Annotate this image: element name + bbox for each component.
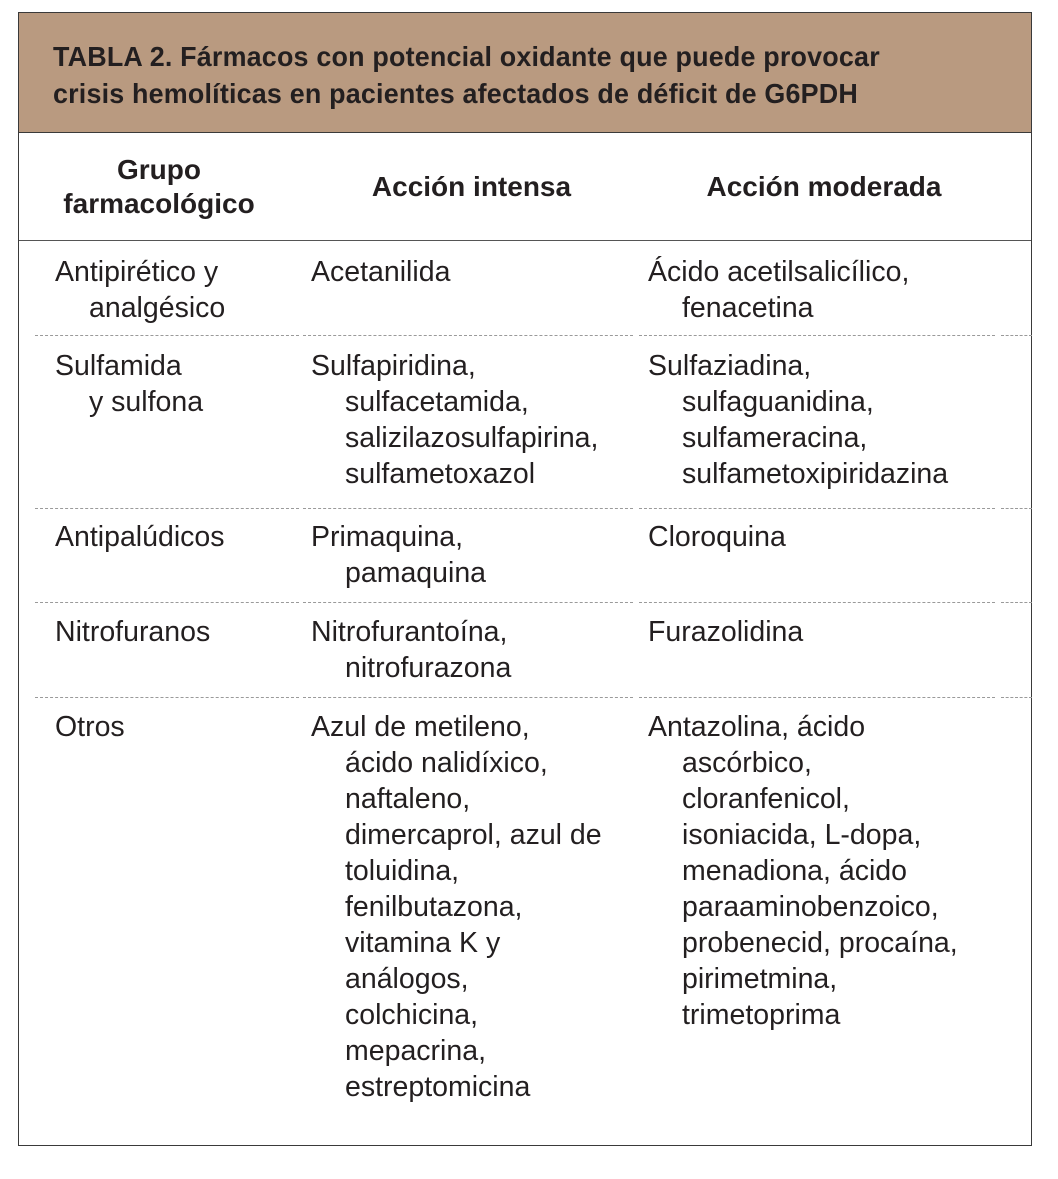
row-4-group: Nitrofuranos: [55, 616, 211, 648]
row-divider: [35, 697, 299, 698]
row-divider: [1001, 335, 1032, 336]
row-divider: [35, 335, 299, 336]
row-3-moderada: Cloroquina: [648, 521, 786, 553]
row-2-group: Sulfamida y sulfona: [55, 350, 204, 418]
row-divider: [1001, 508, 1032, 509]
row-2-moderada: Sulfaziadina, sulfaguanidina, sulfameracina, sulfametoxipiridazina: [648, 350, 949, 490]
row-divider: [35, 602, 299, 603]
row-4-intensa: Nitrofurantoína, nitrofurazona: [311, 616, 512, 684]
row-2-intensa: Sulfapiridina, sulfacetamida, salizilazosulfapirina, sulfametoxazol: [311, 350, 599, 490]
header-accion-intensa: Acción intensa: [371, 171, 572, 202]
table-title-band: [19, 13, 1031, 133]
row-divider: [303, 335, 633, 336]
row-1-group: Antipirético y analgésico: [55, 256, 226, 324]
header-accion-moderada: Acción moderada: [706, 171, 942, 202]
row-divider: [303, 602, 633, 603]
row-1-intensa: Acetanilida: [311, 256, 451, 288]
table-frame: [18, 12, 1032, 1146]
row-4-moderada: Furazolidina: [648, 616, 804, 648]
row-divider: [639, 602, 995, 603]
row-5-intensa: Azul de metileno, ácido nalidíxico, naftaleno, dimercaprol, azul de toluidina, fenilbutazona, vitamina K y análogos, colchicina, mepacrina, estreptomicina: [311, 711, 602, 1103]
row-3-intensa: Primaquina, pamaquina: [311, 521, 487, 589]
row-3-group: Antipalúdicos: [55, 521, 225, 553]
row-divider: [303, 697, 633, 698]
header-grupo-farmacologico: [39, 134, 279, 240]
table-header-row: [19, 134, 1031, 241]
row-divider: [639, 508, 995, 509]
header-col1-line1: Grupo: [116, 154, 201, 185]
table-title-line-1: TABLA 2. Fármacos con potencial oxidante que puede provocar: [53, 41, 880, 72]
row-divider: [1001, 697, 1032, 698]
row-1-moderada: Ácido acetilsalicílico, fenacetina: [648, 256, 910, 324]
row-divider: [639, 335, 995, 336]
row-divider: [35, 508, 299, 509]
row-5-group: Otros: [55, 711, 125, 743]
table-title-line-2: crisis hemolíticas en pacientes afectados de déficit de G6PDH: [53, 78, 858, 109]
row-divider: [303, 508, 633, 509]
row-divider: [1001, 602, 1032, 603]
header-col1-line2: farmacológico: [63, 188, 255, 219]
row-5-moderada: Antazolina, ácido ascórbico, cloranfenicol, isoniacida, L-dopa, menadiona, ácido paraaminobenzoico, probenecid, procaína, pirimetmina, trimetoprima: [648, 711, 958, 1031]
row-divider: [639, 697, 995, 698]
